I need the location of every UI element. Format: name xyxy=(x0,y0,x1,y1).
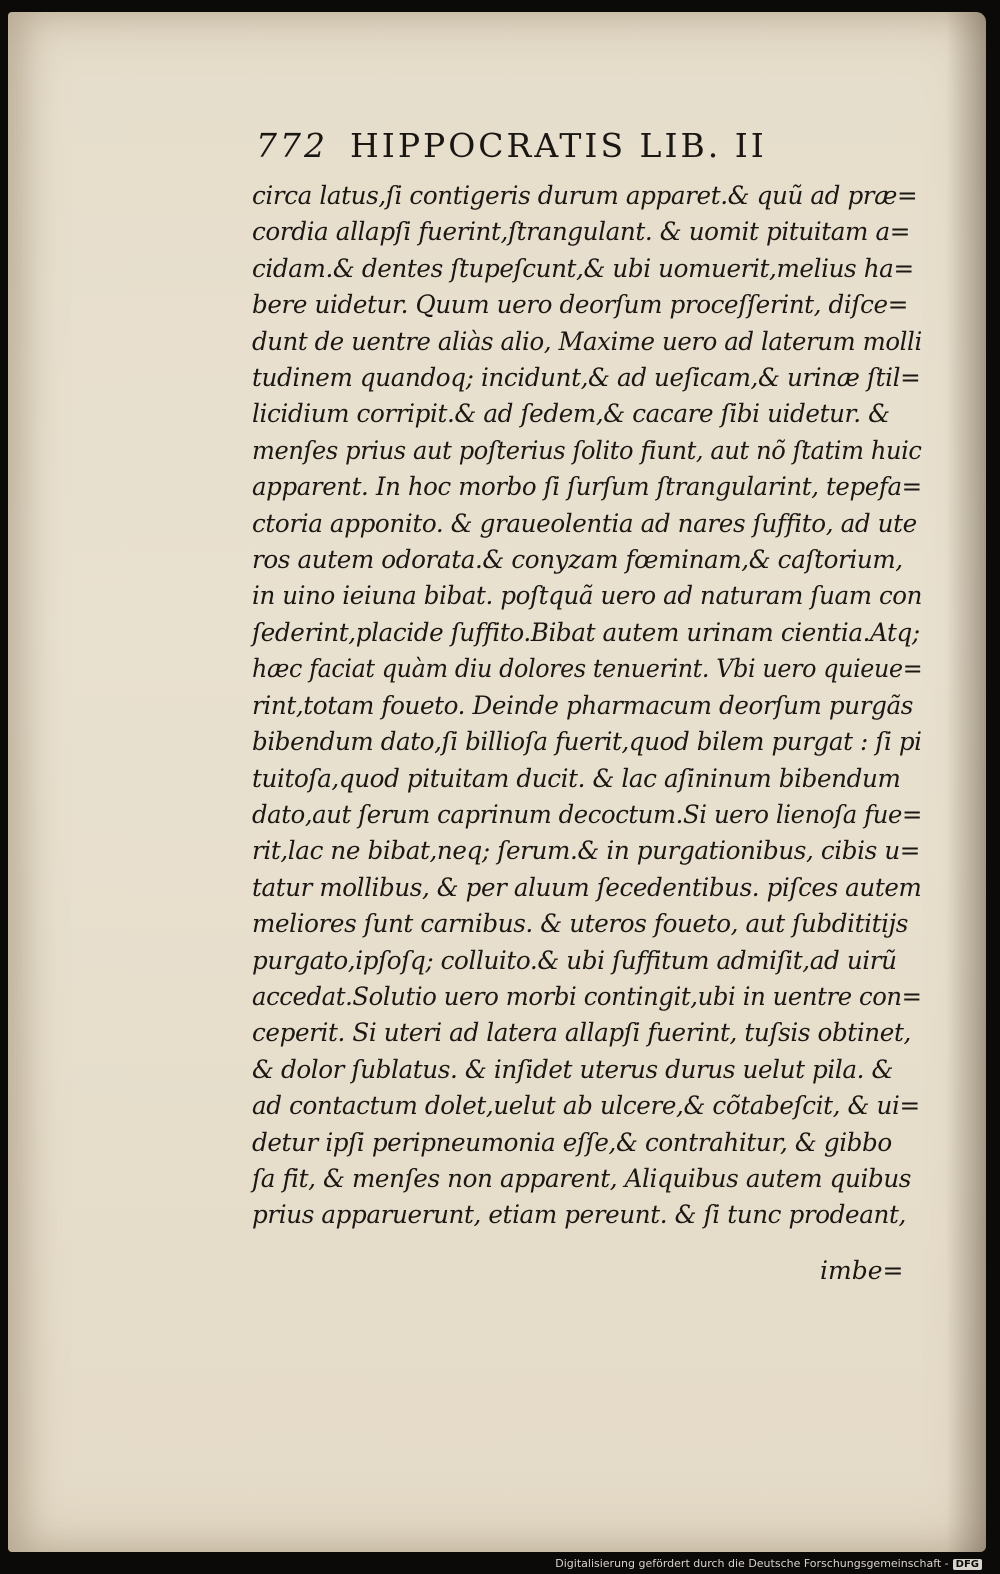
catchword: imbe= xyxy=(820,1256,904,1285)
text-line: tuitoſa,quod pituitam ducit. & lac aſininum bibendum xyxy=(252,763,901,793)
text-line: cidam.& dentes ſtupeſcunt,& ubi uomuerit,melius ha= xyxy=(252,253,914,283)
text-line: in uino ieiuna bibat. poſtquã uero ad naturam ſuam con xyxy=(252,581,923,611)
text-line: tatur mollibus, & per aluum ſecedentibus. piſces autem xyxy=(252,872,922,902)
dfg-logo: DFG xyxy=(953,1559,982,1570)
credit-text: Digitalisierung gefördert durch die Deutsche Forschungsgemeinschaft - xyxy=(555,1557,949,1570)
text-line: dato,aut ſerum caprinum decoctum.Si uero lienoſa fue= xyxy=(252,799,922,829)
running-title: HIPPOCRATIS LIB. II xyxy=(350,126,767,165)
text-line: rint,totam foueto. Deinde pharmacum deorſum purgãs xyxy=(252,690,914,720)
text-line: ſa fit, & menſes non apparent, Aliquibus autem quibus xyxy=(252,1163,912,1193)
running-head xyxy=(256,126,876,165)
page-number: 772 xyxy=(256,126,328,165)
spine-shadow xyxy=(946,12,986,1552)
text-line: detur ipſi peripneumonia eſſe,& contrahitur, & gibbo xyxy=(252,1127,892,1157)
text-line: & dolor ſublatus. & inſidet uterus durus uelut pila. & xyxy=(252,1054,894,1084)
text-line: ceperit. Si uteri ad latera allapſi fuerint, tuſsis obtinet, xyxy=(252,1018,911,1048)
text-line: bere uidetur. Quum uero deorſum proceſſerint, diſce= xyxy=(252,290,908,320)
text-line: meliores ſunt carnibus. & uteros foueto, aut ſubdititijs xyxy=(252,909,909,939)
text-line: licidium corripit.& ad ſedem,& cacare ſibi uidetur. & xyxy=(252,399,890,429)
text-line: dunt de uentre aliàs alio, Maxime uero ad laterum molli xyxy=(252,326,922,356)
text-line: apparent. In hoc morbo ſi ſurſum ſtrangularint, tepefa= xyxy=(252,472,922,502)
text-line: bibendum dato,ſi billioſa fuerit,quod bilem purgat : ſi pi xyxy=(252,727,922,757)
text-line: prius apparuerunt, etiam pereunt. & ſi tunc prodeant, xyxy=(252,1200,906,1230)
body-text xyxy=(252,178,932,1234)
digitization-credit xyxy=(555,1557,982,1570)
text-line: accedat.Solutio uero morbi contingit,ubi in uentre con= xyxy=(252,981,922,1011)
text-line: tudinem quandoq; incidunt,& ad ueſicam,& urinæ ſtil= xyxy=(252,363,921,393)
text-line: ctoria apponito. & graueolentia ad nares ſuffito, ad ute xyxy=(252,508,917,538)
text-line: cordia allapſi fuerint,ſtrangulant. & uomit pituitam a= xyxy=(252,217,910,247)
text-line: circa latus,ſi contigeris durum apparet.& quũ ad præ= xyxy=(252,181,918,210)
text-line: ad contactum dolet,uelut ab ulcere,& cõtabeſcit, & ui= xyxy=(252,1091,920,1121)
text-line: ſederint,placide ſuffito.Bibat autem urinam cientia.Atq; xyxy=(252,617,920,647)
text-line: purgato,ipſoſq; colluito.& ubi ſuffitum admiſit,ad uirũ xyxy=(252,945,897,975)
text-line: hæc faciat quàm diu dolores tenuerint. Vbi uero quieue= xyxy=(252,654,923,684)
text-line: ros autem odorata.& conyzam fœminam,& caſtorium, xyxy=(252,545,903,575)
text-line: rit,lac ne bibat,neq; ſerum.& in purgationibus, cibis u= xyxy=(252,836,921,866)
text-line: menſes prius aut poſterius ſolito fiunt, aut nõ ſtatim huic xyxy=(252,435,922,465)
